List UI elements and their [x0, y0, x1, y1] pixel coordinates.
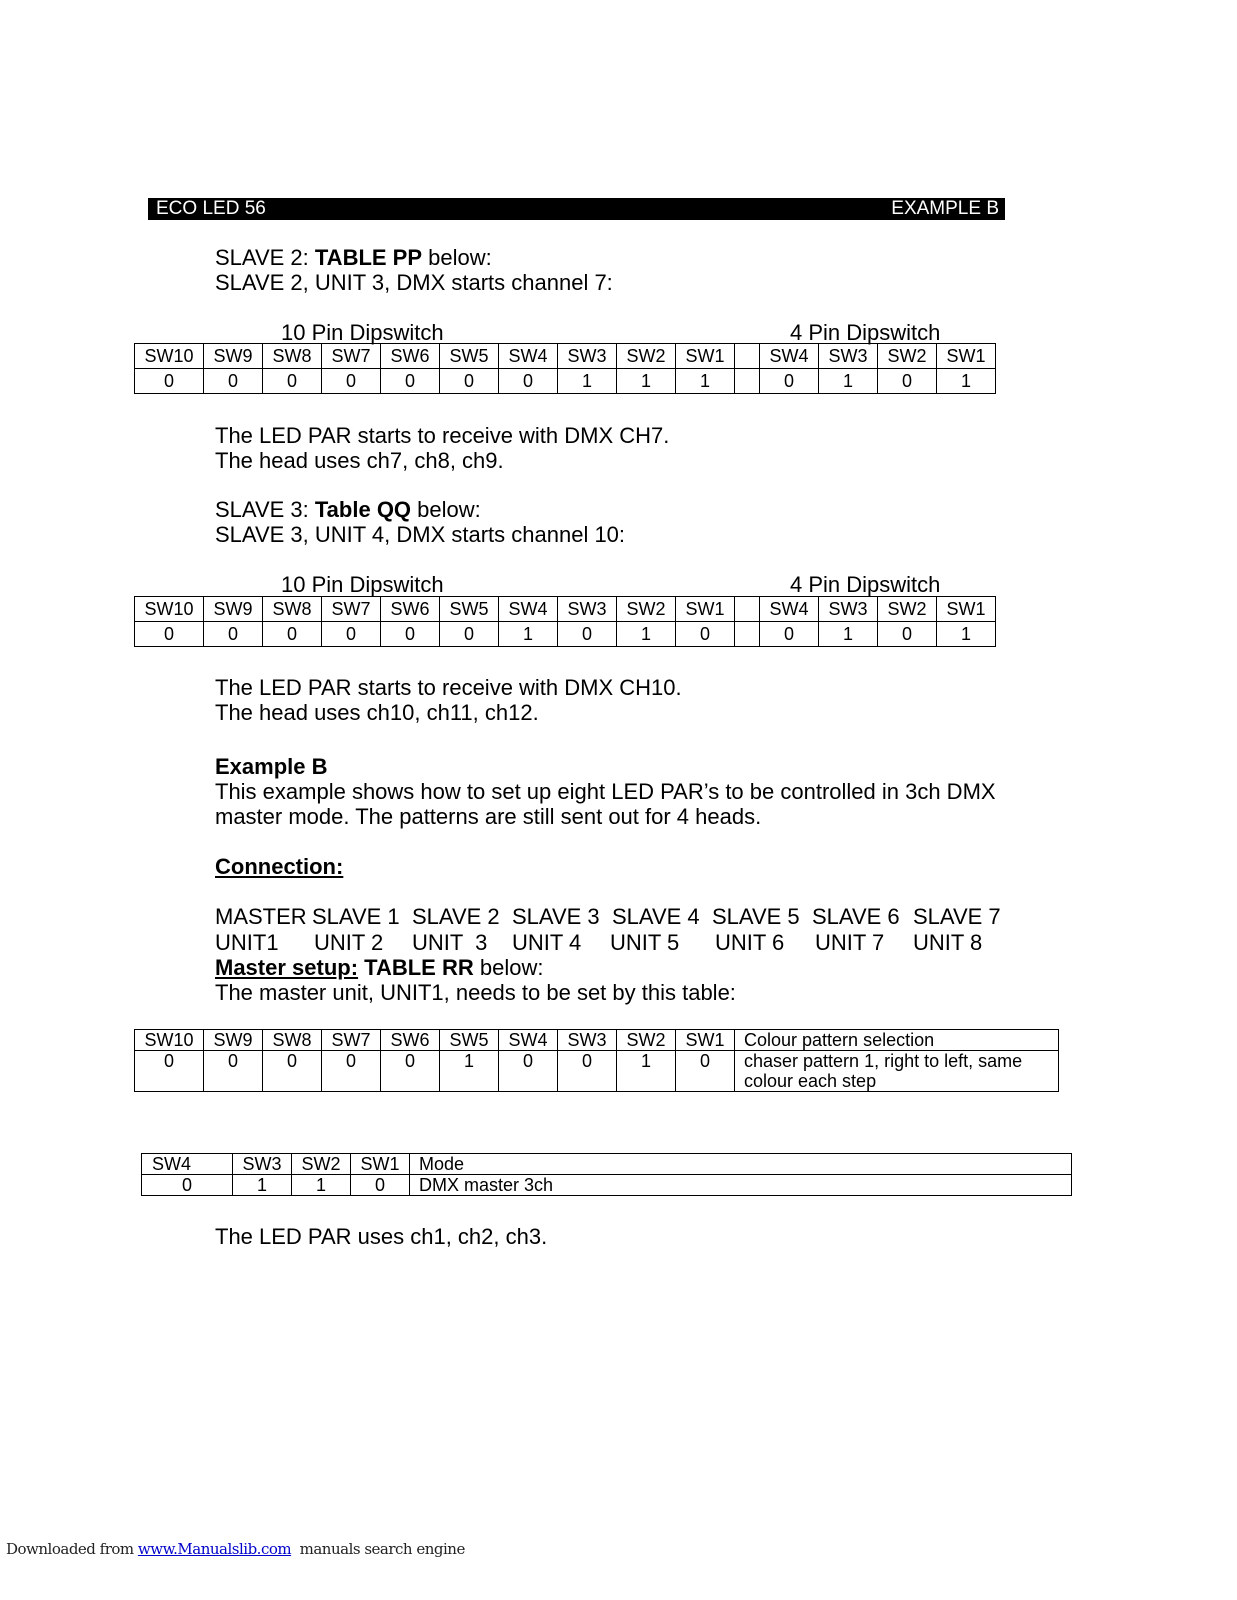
value-cell: 0	[558, 1051, 617, 1092]
header-cell: SW4	[142, 1154, 233, 1175]
value-cell: 1	[617, 369, 676, 394]
header-cell: SW8	[263, 344, 322, 369]
header-cell: SW10	[135, 344, 204, 369]
connection-unit: UNIT 8	[913, 930, 983, 955]
slave3-line1: SLAVE 3: Table QQ below:	[215, 497, 481, 522]
master-setup-line1: Master setup: TABLE RR below:	[215, 955, 544, 980]
value-cell: 0	[499, 1051, 558, 1092]
four-pin-label: 4 Pin Dipswitch	[790, 572, 941, 597]
header-cell: SW9	[204, 597, 263, 622]
table-row	[135, 622, 996, 647]
header-cell: SW2	[878, 344, 937, 369]
header-cell: SW1	[676, 597, 735, 622]
table-row	[135, 369, 996, 394]
spacer-cell	[735, 369, 760, 394]
header-cell: SW9	[204, 344, 263, 369]
value-cell: 1	[292, 1175, 351, 1196]
header-cell: SW2	[617, 597, 676, 622]
header-cell: SW2	[292, 1154, 351, 1175]
header-cell: SW6	[381, 344, 440, 369]
value-cell: 1	[937, 622, 996, 647]
value-cell: 0	[676, 1051, 735, 1092]
header-cell: SW1	[937, 597, 996, 622]
table-row	[142, 1154, 1072, 1175]
connection-role: SLAVE 6	[812, 904, 900, 929]
value-cell: 0	[381, 1051, 440, 1092]
spacer-cell	[735, 622, 760, 647]
header-cell: SW6	[381, 597, 440, 622]
value-cell: 0	[499, 369, 558, 394]
value-cell: 0	[142, 1175, 233, 1196]
header-cell: SW4	[760, 344, 819, 369]
value-cell: 0	[322, 369, 381, 394]
example-b-heading: Example B	[215, 754, 328, 779]
after-pp-line2: The head uses ch7, ch8, ch9.	[215, 448, 504, 473]
slave3-line2: SLAVE 3, UNIT 4, DMX starts channel 10:	[215, 522, 626, 547]
value-cell: 0	[878, 369, 937, 394]
mode-value: DMX master 3ch	[410, 1175, 1072, 1196]
table-pp	[134, 343, 996, 394]
header-cell: SW5	[440, 1030, 499, 1051]
value-cell: 0	[322, 622, 381, 647]
value-cell: 0	[322, 1051, 381, 1092]
header-cell: SW5	[440, 344, 499, 369]
header-product: ECO LED 56	[156, 198, 266, 219]
table-row	[135, 597, 996, 622]
connection-unit: UNIT 6	[715, 930, 785, 955]
value-cell: 1	[558, 369, 617, 394]
header-cell: SW3	[819, 344, 878, 369]
header-cell: SW4	[760, 597, 819, 622]
table-qq	[134, 596, 996, 647]
closing-text: The LED PAR uses ch1, ch2, ch3.	[215, 1224, 548, 1249]
value-cell: 1	[499, 622, 558, 647]
value-cell: 1	[676, 369, 735, 394]
connection-role: SLAVE 5	[712, 904, 800, 929]
value-cell: 1	[617, 622, 676, 647]
pattern-description: chaser pattern 1, right to left, same colour each step	[735, 1051, 1059, 1092]
ten-pin-label: 10 Pin Dipswitch	[281, 320, 444, 345]
slave2-line1: SLAVE 2: TABLE PP below:	[215, 245, 492, 270]
header-cell: SW4	[499, 344, 558, 369]
value-cell: 1	[819, 622, 878, 647]
value-cell: 0	[204, 1051, 263, 1092]
connection-role: MASTER	[215, 904, 307, 929]
connection-unit: UNIT 2	[314, 930, 384, 955]
header-cell: SW3	[558, 344, 617, 369]
header-cell: SW8	[263, 1030, 322, 1051]
four-pin-label: 4 Pin Dipswitch	[790, 320, 941, 345]
connection-unit: UNIT1	[215, 930, 279, 955]
value-cell: 0	[381, 622, 440, 647]
value-cell: 0	[263, 369, 322, 394]
ten-pin-label: 10 Pin Dipswitch	[281, 572, 444, 597]
value-cell: 0	[135, 622, 204, 647]
value-cell: 0	[263, 622, 322, 647]
value-cell: 0	[878, 622, 937, 647]
value-cell: 1	[819, 369, 878, 394]
value-cell: 0	[760, 622, 819, 647]
connection-role: SLAVE 7	[913, 904, 1001, 929]
value-cell: 0	[135, 1051, 204, 1092]
header-cell: SW2	[617, 1030, 676, 1051]
header-cell: SW7	[322, 344, 381, 369]
after-qq-line2: The head uses ch10, ch11, ch12.	[215, 700, 539, 725]
connection-role: SLAVE 2	[412, 904, 500, 929]
header-cell: SW3	[233, 1154, 292, 1175]
value-cell: 0	[204, 369, 263, 394]
value-cell: 0	[440, 369, 499, 394]
header-cell: SW7	[322, 597, 381, 622]
value-cell: 1	[937, 369, 996, 394]
header-cell: SW10	[135, 597, 204, 622]
header-cell: SW1	[937, 344, 996, 369]
header-cell: SW1	[676, 1030, 735, 1051]
after-pp-line1: The LED PAR starts to receive with DMX CH7.	[215, 423, 670, 448]
value-cell: 0	[351, 1175, 410, 1196]
after-qq-line1: The LED PAR starts to receive with DMX CH10.	[215, 675, 682, 700]
value-cell: 0	[760, 369, 819, 394]
header-bar	[148, 198, 1005, 220]
header-cell: SW4	[499, 597, 558, 622]
value-cell: 0	[135, 369, 204, 394]
manualslib-link[interactable]: www.Manualslib.com	[137, 1540, 292, 1558]
header-section: EXAMPLE B	[891, 198, 999, 219]
value-cell: 0	[381, 369, 440, 394]
connection-unit: UNIT 4	[512, 930, 582, 955]
value-cell: 1	[617, 1051, 676, 1092]
header-cell: SW4	[499, 1030, 558, 1051]
table-row	[135, 1030, 1059, 1051]
table-rr	[134, 1029, 1059, 1092]
header-cell: SW10	[135, 1030, 204, 1051]
connection-unit: UNIT 3	[412, 930, 488, 955]
header-cell: SW3	[558, 597, 617, 622]
master-setup-line2: The master unit, UNIT1, needs to be set by this table:	[215, 980, 736, 1005]
connection-role: SLAVE 3	[512, 904, 600, 929]
header-cell: SW2	[617, 344, 676, 369]
value-cell: 0	[204, 622, 263, 647]
header-cell: SW9	[204, 1030, 263, 1051]
download-footer: Downloaded from www.Manualslib.com manuals search engine	[6, 1540, 465, 1558]
connection-unit: UNIT 5	[610, 930, 680, 955]
mode-table	[141, 1153, 1072, 1196]
value-cell: 0	[558, 622, 617, 647]
value-cell: 1	[440, 1051, 499, 1092]
header-cell: SW2	[878, 597, 937, 622]
header-cell: SW5	[440, 597, 499, 622]
value-cell: 0	[676, 622, 735, 647]
header-cell: SW7	[322, 1030, 381, 1051]
header-cell: SW3	[558, 1030, 617, 1051]
header-cell: SW1	[351, 1154, 410, 1175]
slave2-line2: SLAVE 2, UNIT 3, DMX starts channel 7:	[215, 270, 613, 295]
header-cell: SW6	[381, 1030, 440, 1051]
value-cell: 0	[263, 1051, 322, 1092]
spacer-cell	[735, 597, 760, 622]
table-row	[135, 344, 996, 369]
connection-heading: Connection:	[215, 854, 344, 879]
connection-unit: UNIT 7	[815, 930, 885, 955]
header-cell: SW1	[676, 344, 735, 369]
example-b-line2: master mode. The patterns are still sent out for 4 heads.	[215, 804, 762, 829]
example-b-line1: This example shows how to set up eight LED PAR’s to be controlled in 3ch DMX	[215, 779, 996, 804]
header-cell: SW8	[263, 597, 322, 622]
connection-role: SLAVE 1	[312, 904, 400, 929]
spacer-cell	[735, 344, 760, 369]
value-cell: 0	[440, 622, 499, 647]
header-cell: Mode	[410, 1154, 1072, 1175]
table-row	[135, 1051, 1059, 1092]
value-cell: 1	[233, 1175, 292, 1196]
connection-role: SLAVE 4	[612, 904, 700, 929]
table-row	[142, 1175, 1072, 1196]
header-cell: SW3	[819, 597, 878, 622]
header-cell: Colour pattern selection	[735, 1030, 1059, 1051]
